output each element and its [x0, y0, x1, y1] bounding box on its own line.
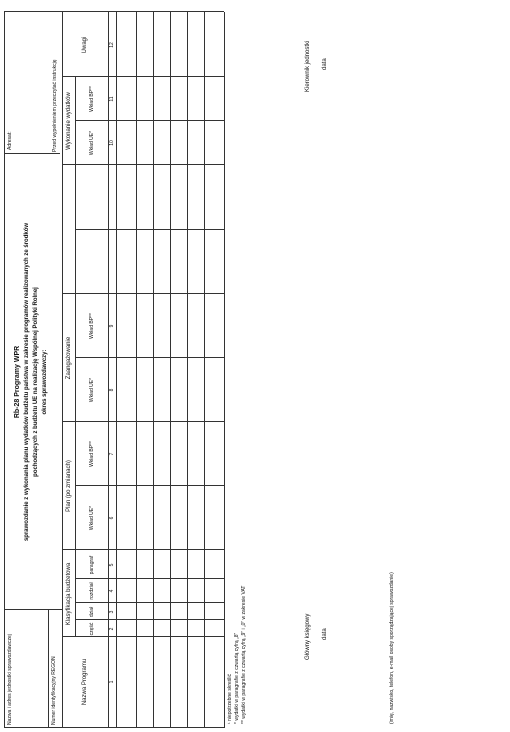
col-header-plan-ue: Wkład UE*: [89, 505, 95, 531]
col-line: [75, 619, 224, 620]
preparer-info: (imię, nazwisko, telefon, e-mail osoby sporządzającej sprawozdanie): [389, 572, 395, 724]
col-number: 10: [109, 140, 115, 146]
form-code: Rb-28 Programy WPR: [14, 345, 21, 419]
table-top-line: [62, 12, 63, 728]
col-header-rozdzial: rozdział: [89, 582, 95, 600]
form-title-line3: okres sprawozdawczy:: [42, 349, 48, 415]
col-line: [62, 549, 224, 550]
head-of-unit-date: data: [322, 58, 328, 70]
col-number: 8: [109, 388, 115, 392]
regon-label: Numer identyfikacyjny REGON: [51, 656, 57, 725]
unit-box-divider: [4, 609, 62, 610]
footnote-3: ** wydatki w paragrafie z czwartą cyfrą „9” i „0” w zakresie VAT: [241, 585, 247, 724]
form-title-line2: pochodzących z budżetu UE na realizację Wspólnej Polityki Rolnej: [33, 287, 39, 477]
address-label: Adresat:: [7, 131, 13, 150]
regon-divider: [48, 610, 49, 728]
col-header-wyk-bp: Wkład BP**: [89, 86, 95, 112]
col-number: 11: [109, 96, 115, 102]
col-number: 12: [109, 42, 115, 48]
col-line: [75, 229, 224, 230]
unit-name-label: Nazwa i adres jednostki sprawozdawczej: [7, 634, 13, 725]
col-line: [75, 120, 224, 121]
group-header-zaangazowanie: Zaangażowanie: [66, 336, 72, 380]
col-header-zaang-bp: Wkład BP**: [89, 313, 95, 339]
col-line: [75, 357, 224, 358]
group-header-wykonanie: Wykonanie wydatków: [66, 92, 72, 150]
col-header-czesc: część: [89, 622, 95, 636]
frame-top: [4, 12, 5, 728]
col-line: [62, 293, 224, 294]
chief-accountant-date: data: [322, 628, 328, 640]
col-number: 3: [109, 610, 115, 614]
col-header-uwagi: Uwagi: [82, 36, 88, 54]
col-header-wyk-ue: Wkład UE*: [89, 130, 95, 156]
frame-right: [4, 11, 224, 12]
form-title-line1: sprawozdanie z wykonania planu wydatków budżetu państwa w zakresie programów realizowanych ze środków: [24, 222, 30, 542]
col-header-plan-bp: Wkład BP**: [89, 441, 95, 467]
footnote-2: * wydatki w paragrafie z czwartą cyfrą „8”: [234, 632, 240, 724]
col-line: [75, 485, 224, 486]
col-line: [62, 636, 224, 637]
instruction-note: Przed wypełnieniem przeczytać instrukcję: [52, 59, 58, 152]
col-line: [62, 421, 224, 422]
col-header-program: Nazwa Programu: [82, 658, 88, 706]
frame-left: [4, 727, 224, 728]
col-number: 9: [109, 324, 115, 328]
chief-accountant-label: Główny księgowy: [305, 613, 311, 660]
col-header-paragraf: paragraf: [89, 555, 95, 575]
col-header-zaang-ue: Wkład UE*: [89, 377, 95, 403]
address-box-divider: [4, 153, 60, 154]
table-bottom-line: [224, 12, 225, 728]
col-line: [62, 76, 224, 77]
col-number: 5: [109, 563, 115, 567]
col-line: [75, 602, 224, 603]
col-number: 2: [109, 627, 115, 631]
col-line: [75, 578, 224, 579]
col-number: 1: [109, 680, 115, 684]
footnote-1: ¹ niepotrzebne skreślić: [227, 673, 233, 724]
col-number: 6: [109, 516, 115, 520]
group-header-plan: Plan (po zmianach): [66, 460, 72, 512]
col-header-dzial: dział: [89, 606, 95, 618]
group-header-klasyfikacja: Klasyfikacja budżetowa: [66, 562, 72, 626]
col-number: 4: [109, 589, 115, 593]
col-line: [62, 164, 224, 165]
head-of-unit-label: Kierownik jednostki: [305, 40, 311, 92]
col-number: 7: [109, 452, 115, 456]
